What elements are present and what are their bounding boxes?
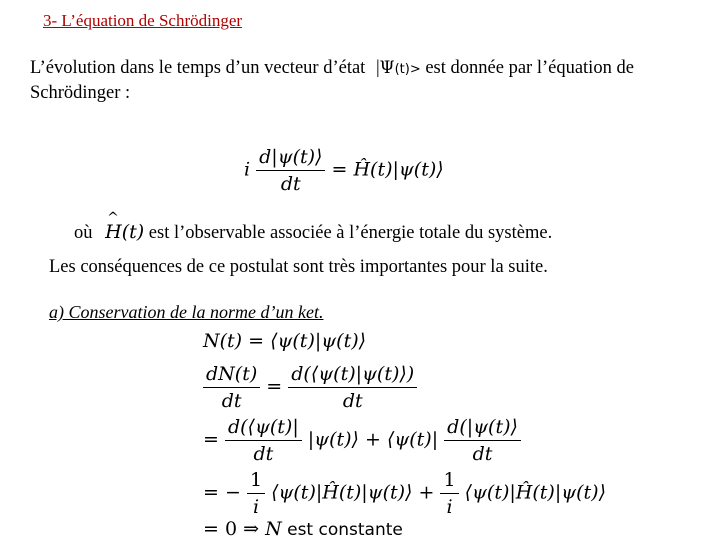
bra-derivative-denominator: dt [225,440,302,465]
state-ket: |Ψ(t)> [375,58,421,78]
conclusion-text: est constante [281,520,403,540]
equals-minus: = − [203,481,241,504]
ket-derivative-fraction [444,416,521,465]
hamiltonian-rhs: = Ĥ(t)|ψ(t)⟩ [331,158,444,181]
lhs-denominator: dt [203,387,260,412]
second-coefficient-fraction [440,469,458,518]
first-expectation-term: ⟨ψ(t)|Ĥ(t)|ψ(t)⟩ + [271,481,435,504]
equals-sign: = [203,428,219,451]
lhs-numerator: dN(t) [206,363,258,385]
norm-derivative-equation [203,363,417,412]
first-coefficient-numerator: 1 [249,469,263,491]
ket-derivative-numerator: d(|ψ(t)⟩ [447,416,518,438]
lhs-fraction [203,363,260,412]
bra-derivative-fraction [225,416,302,465]
ket-psi: Ψ [379,58,395,78]
ket-derivative-denominator: dt [444,440,521,465]
first-coefficient-denominator: i [247,493,265,518]
bra-derivative-numerator: d(⟨ψ(t)| [227,416,299,438]
second-expectation-term: ⟨ψ(t)|Ĥ(t)|ψ(t)⟩ [464,481,606,504]
intro-text-before: L’évolution dans le temps d’un vecteur d’état [30,58,366,78]
rhs-numerator: d(⟨ψ(t)|ψ(t)⟩) [291,363,415,385]
product-rule-equation [203,416,521,465]
equals-sign: = [266,375,283,398]
intro-text-after: est donnée par l’équation de [420,58,634,78]
norm-symbol: N [265,518,282,540]
equals-zero: = 0 [203,518,238,540]
hamiltonian-symbol: ^ H(t) [105,220,144,244]
note-ou: où [74,223,93,243]
subsection-heading: a) Conservation de la norme d’un ket. [49,302,324,322]
note-text: est l’observable associée à l’énergie totale du système. [144,223,553,243]
consequences-line: Les conséquences de ce postulat sont très importantes pour la suite. [49,257,548,277]
derivative-numerator: d|ψ(t)⟩ [259,146,323,168]
rhs-denominator: dt [288,387,417,412]
second-coefficient-numerator: 1 [443,469,456,491]
ket-argument: (t)> [394,62,421,77]
intro-line-2: Schrödinger : [30,83,131,103]
imaginary-unit: i [244,158,251,181]
hamiltonian-note [74,220,552,245]
conclusion-equation [203,518,403,540]
second-coefficient-denominator: i [440,493,458,518]
schrodinger-equation [244,146,444,195]
time-derivative-fraction [256,146,325,195]
norm-definition: N(t) = ⟨ψ(t)|ψ(t)⟩ [203,330,367,352]
first-coefficient-fraction [247,469,265,518]
implies-arrow: ⇒ [243,518,260,540]
hamiltonian-substitution-equation [203,469,606,518]
derivative-denominator: dt [256,170,325,195]
intro-line-1 [30,56,634,82]
section-title: 3- L’équation de Schrödinger [43,11,243,30]
rhs-fraction [288,363,417,412]
product-middle-term: |ψ(t)⟩ + ⟨ψ(t)| [307,428,439,451]
